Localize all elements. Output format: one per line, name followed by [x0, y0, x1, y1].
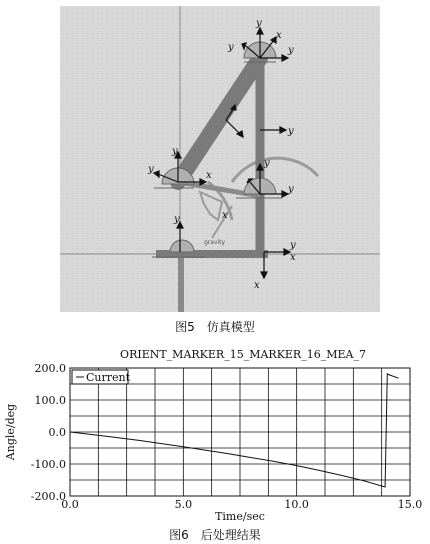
svg-text:y: y — [148, 164, 154, 175]
ground-post — [178, 256, 184, 312]
chart-title: ORIENT_MARKER_15_MARKER_16_MEA_7 — [120, 348, 366, 361]
figure6-caption: 图6 后处理结果 — [169, 528, 261, 542]
figure5-caption: 图5 仿真模型 — [175, 320, 255, 334]
x-tick-label: 15.0 — [397, 498, 423, 511]
x-axis-label: Time/sec — [215, 510, 265, 522]
y-tick-label: -200.0 — [30, 490, 66, 503]
series-line-current — [70, 374, 399, 487]
grid-lines — [70, 368, 410, 496]
y-tick-label: -100.0 — [30, 458, 66, 471]
rotation-arc-right — [232, 158, 318, 182]
y-tick-label: 0.0 — [48, 426, 66, 439]
svg-text:x: x — [276, 30, 282, 41]
y-axis-label: Angle/deg — [4, 403, 17, 461]
svg-text:x: x — [290, 252, 296, 263]
svg-text:y: y — [288, 184, 294, 195]
svg-text:y: y — [288, 126, 294, 137]
svg-text:y: y — [172, 146, 178, 157]
mechanism-drawing — [60, 6, 380, 312]
chart-container — [0, 344, 430, 526]
gravity-label: gravity — [204, 239, 226, 246]
svg-text:y: y — [264, 158, 270, 169]
simulation-model-view — [60, 6, 380, 312]
x-tick-label: 5.0 — [174, 498, 193, 511]
angle-time-chart — [0, 344, 430, 522]
legend — [72, 370, 131, 384]
x-tick-label: 0.0 — [61, 498, 79, 511]
legend-label: Current — [86, 371, 131, 384]
x-tick-label: 10.0 — [284, 498, 309, 511]
svg-text:y: y — [174, 214, 180, 225]
link-diagonal — [178, 58, 260, 182]
y-tick-label: 200.0 — [34, 362, 66, 375]
svg-text:y: y — [288, 45, 294, 56]
svg-text:y: y — [228, 42, 234, 53]
svg-text:x: x — [222, 210, 228, 221]
svg-text:y: y — [256, 18, 262, 29]
arc-arrowhead — [200, 192, 222, 220]
svg-text:x: x — [254, 280, 260, 291]
svg-text:y: y — [290, 240, 296, 251]
svg-text:x: x — [206, 170, 212, 181]
y-tick-label: 100.0 — [34, 394, 66, 407]
